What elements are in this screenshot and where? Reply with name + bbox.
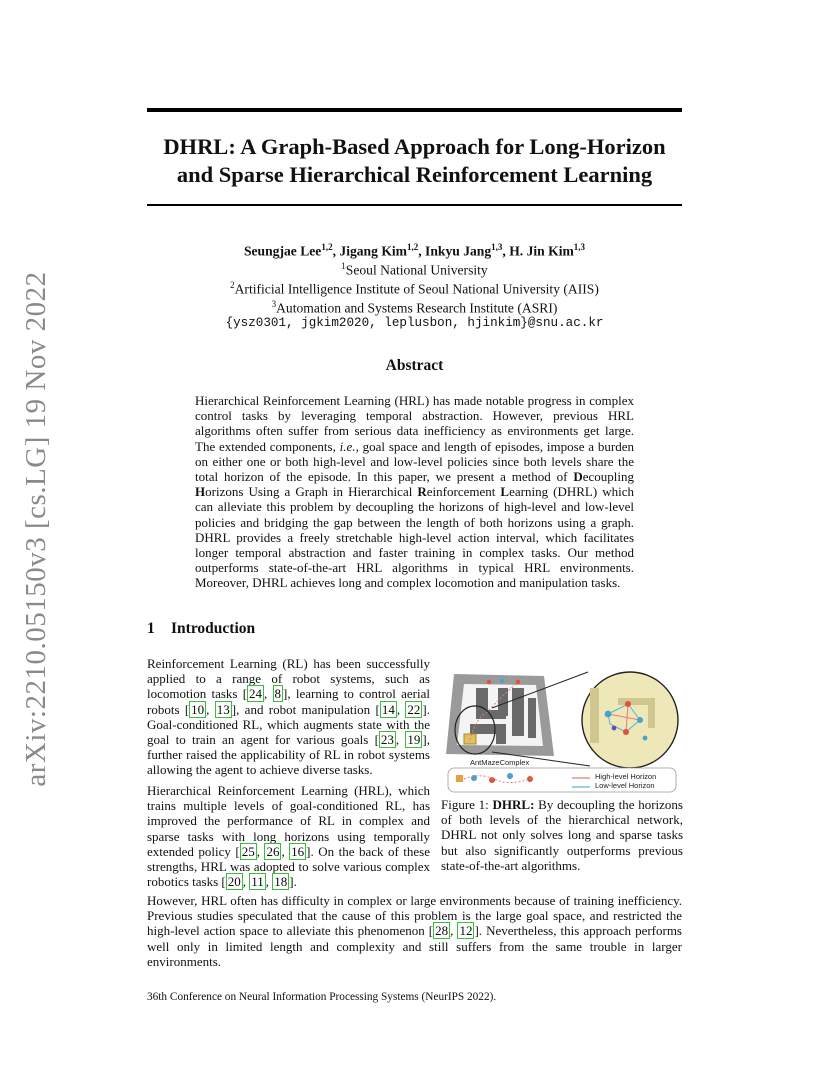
author-name: Inkyu Jang [425,243,492,259]
intro-paragraph-3 [147,893,682,969]
para-text: However, HRL often has difficulty in complex or large environments because of training inefficiency. Previous studies speculated that the cause of this problem is the large goal space, and restricted the high-level action space to alleviate this phenomenon [ [147,893,682,939]
figure-1 [440,658,684,800]
citation-sep: , [265,874,273,890]
affiliation-sup: 3 [271,299,277,310]
citation-sep: , [281,843,290,859]
affiliation-sup: 2 [230,280,235,291]
citation-link[interactable]: 14 [381,701,395,717]
maze-image [446,674,554,756]
abstract-text: orizons Using a Graph in Hierarchical [205,484,418,500]
author-name: Seungjae Lee [243,243,322,259]
citation-sep: , [395,732,406,748]
para-text: ]. [289,874,297,890]
abstract-text: , goal space and length of episodes, impose a burden on either one or both high-level and low-level policies since both levels share the total horizon of the episode. In this paper, we present a method of [195,438,634,485]
figure-caption [441,797,683,873]
citation-sep: , [450,923,458,939]
author-sup: 1,2 [407,242,419,252]
title-top-rule [147,108,682,112]
caption-text: By decoupling the horizons of both levels of the hierarchical network, DHRL not only solves long and sparse tasks but also significantly outperforms previous state-of-the-art algorithms. [441,797,683,873]
para-text: ]. On the back of these strengths, HRL was adopted to solve various complex robotics tasks [ [147,843,430,890]
section-heading-introduction [147,620,255,638]
abstract-ie: i.e. [339,438,356,454]
author-name: H. Jin Kim [509,243,574,259]
section-title: Introduction [171,620,256,637]
conference-footer: 36th Conference on Neural Information Processing Systems (NeurIPS 2022). [147,991,497,1003]
para-text: Reinforcement Learning (RL) has been successfully applied to a range of robot systems, such as locomotion tasks [ [147,656,430,702]
affiliation [147,297,682,316]
citation-link[interactable]: 28 [435,923,449,939]
citation-sep: , [242,874,250,890]
citation-link[interactable]: 10 [191,701,205,717]
legend-low-label: Low-level Horizon [595,781,655,790]
abstract-acronym-letter: R [417,484,427,500]
affiliation-text: Artificial Intelligence Institute of Seoul National University (AIIS) [234,281,599,297]
title-bottom-rule [147,204,682,206]
affiliation-text: Seoul National University [345,262,488,278]
legend-high-label: High-level Horizon [595,772,657,781]
citation-sep: , [396,701,406,717]
citation-link[interactable]: 26 [266,843,280,859]
citation-sep: , [264,686,273,702]
citation-sep: , [256,843,265,859]
citation-link[interactable]: 12 [459,923,473,939]
affiliation [147,278,682,297]
title-line-2: and Sparse Hierarchical Reinforcement Learning [176,162,653,187]
para-text: Hierarchical Reinforcement Learning (HRL), which trains multiple levels of goal-conditioned RL, has improved the performance of RL in complex and sparse tasks with long horizons using temporally extended policy [ [147,783,430,859]
citation-link[interactable]: 24 [249,686,263,702]
abstract-acronym-letter: H [195,484,206,500]
section-number: 1 [147,620,155,637]
citation-link[interactable]: 8 [274,686,282,702]
abstract-text: einforcement [426,484,501,500]
intro-paragraph-1 [147,656,430,778]
para-text: ]. Goal-conditioned RL, which augments state with the goal to train an agent for various goals [ [147,701,431,748]
affiliation-sup: 1 [341,261,346,272]
abstract-text: ecoupling [582,469,634,485]
abstract-heading: Abstract [385,357,444,374]
citation-link[interactable]: 20 [227,874,241,890]
para-text: ], further raised the applicability of RL in robot systems allowing the agent to achieve diverse tasks. [147,732,431,778]
author-name: Jigang Kim [339,243,407,259]
author-sup: 1,2 [321,242,333,252]
abstract-acronym-letter: D [573,469,583,485]
author-emails: {ysz0301, jgkim2020, leplusbon, hjinkim}@snu.ac.kr [225,316,604,331]
para-text: ]. Nevertheless, this approach performs well only in limited length and complexity and still suffers from the same trouble in larger environments. [147,923,682,969]
env-label: AntMazeComplex [470,758,530,767]
citation-link[interactable]: 19 [407,732,421,748]
caption-bold: DHRL: [492,797,535,812]
author-names [147,240,682,259]
arxiv-stamp: arXiv:2210.05150v3 [cs.LG] 19 Nov 2022 [20,271,52,787]
caption-label: Figure 1: [441,797,493,812]
affiliation [147,259,682,278]
zoom-inset [582,672,678,768]
intro-paragraph-2 [147,783,430,889]
affiliation-text: Automation and Systems Research Institute (ASRI) [276,300,558,316]
paper-title [147,133,682,189]
title-line-1: DHRL: A Graph-Based Approach for Long-Horizon [163,134,666,159]
author-sup: 1,3 [491,242,503,252]
abstract-text: earning (DHRL) which can alleviate this problem by decoupling the horizons of high-level and low-level policies and bridging the gap between the length of both horizons using a graph. DHRL provides a freely stretchable high-level action interval, which facilitates longer temporal abstraction and faster training in complex tasks. Our method outperforms state-of-the-art HRL algorithms in typical HRL environments. Moreover, DHRL achieves long and complex locomotion and manipulation tasks. [195,484,634,591]
citation-link[interactable]: 11 [251,874,264,890]
para-text: ], learning to control aerial robots [ [147,686,430,717]
abstract-body [195,393,634,591]
citation-link[interactable]: 25 [241,843,255,859]
abstract-text: Hierarchical Reinforcement Learning (HRL) has made notable progress in complex control tasks by leveraging temporal abstraction. However, previous HRL algorithms often suffer from serious data inefficiency as environments get large. The extended components, [195,393,634,454]
author-sup: 1,3 [573,242,586,252]
para-text: ], and robot manipulation [ [231,701,380,717]
author-block [147,240,682,332]
citation-link[interactable]: 13 [216,701,230,717]
citation-link[interactable]: 16 [291,843,305,859]
citation-link[interactable]: 23 [380,732,394,748]
citation-sep: , [206,701,215,717]
abstract-acronym-letter: L [500,484,510,500]
citation-link[interactable]: 22 [407,701,421,717]
citation-link[interactable]: 18 [274,874,288,890]
author-sep: , [332,243,340,259]
author-sep: , [502,243,510,259]
author-sep: , [418,243,426,259]
